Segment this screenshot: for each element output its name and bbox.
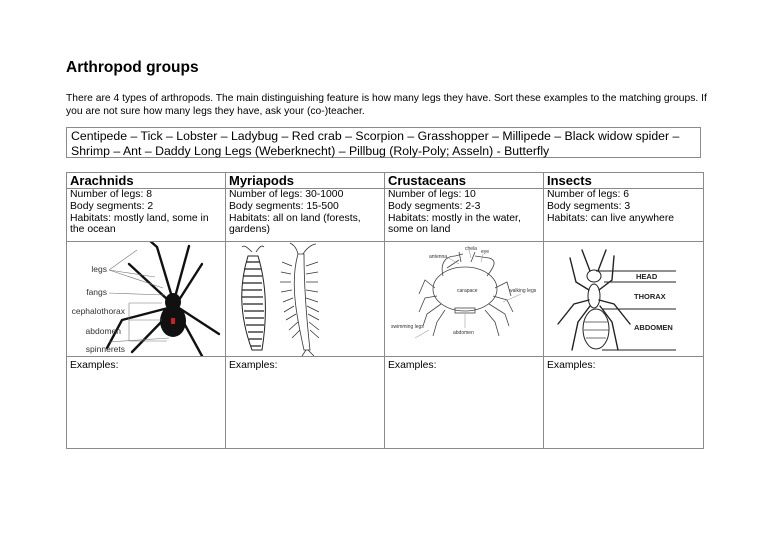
label-carapace: carapace [457,288,478,294]
label-legs: legs [91,264,107,274]
ant-image-cell [544,242,704,357]
examples-row [67,357,704,449]
page-title: Arthropod groups [66,59,199,76]
label-abdomen: ABDOMEN [634,323,673,332]
label-thorax: THORAX [634,292,666,301]
arthropod-groups-table [66,172,704,449]
legs-count: Number of legs: 8 [70,189,153,200]
crab-image-cell [385,242,544,357]
group-header-myriapods: Myriapods [226,173,385,189]
body-segments: Body segments: 3 [547,200,631,212]
examples-cell-arachnids[interactable] [67,357,226,449]
body-segments: Body segments: 15-500 [229,200,339,212]
ant-diagram-illustration [544,242,703,356]
info-row [67,189,704,242]
examples-label: Examples: [70,360,119,371]
label-chela: chela [465,246,477,252]
label-walking-legs: walking legs [509,288,537,294]
label-fangs: fangs [86,287,107,297]
label-spinnerets: spinnerets [85,344,125,354]
examples-word-bank: Centipede – Tick – Lobster – Ladybug – Red crab – Scorpion – Grasshopper – Millipede – Black widow spider – Shrimp – Ant – Daddy Long Legs (Weberknecht) – Pillbug (Roly-Poly; Asseln) - Butterfly [66,127,701,158]
examples-cell-myriapods[interactable] [226,357,385,449]
info-arachnids [67,189,226,242]
body-segments: Body segments: 2-3 [388,200,481,212]
habitats: Habitats: mostly land, some in the ocean [70,212,209,236]
millipede-centipede-illustration [226,242,384,356]
group-header-crustaceans: Crustaceans [385,173,544,189]
group-header-insects: Insects [544,173,704,189]
group-header-arachnids: Arachnids [67,173,226,189]
legs-count: Number of legs: 6 [547,189,630,200]
info-crustaceans [385,189,544,242]
label-abdomen: abdomen [453,330,474,336]
myriapod-image-cell [226,242,385,357]
image-row [67,242,704,357]
examples-label: Examples: [388,360,437,371]
body-segments: Body segments: 2 [70,200,154,212]
legs-count: Number of legs: 30-1000 [229,189,344,200]
info-insects [544,189,704,242]
intro-paragraph: There are 4 types of arthropods. The main distinguishing feature is how many legs they have. Sort these examples to the matching groups. If you are not sure how many legs they have, ask your (co-)teacher. [66,93,707,117]
label-abdomen: abdomen [85,326,121,336]
examples-label: Examples: [229,360,278,371]
examples-label: Examples: [547,360,596,371]
examples-cell-crustaceans[interactable] [385,357,544,449]
crab-diagram-illustration [385,242,543,356]
habitats: Habitats: all on land (forests, gardens) [229,212,361,236]
label-cephalothorax: cephalothorax [71,306,125,316]
label-eye: eye [481,249,490,255]
info-myriapods [226,189,385,242]
label-antenna: antenna [429,254,448,260]
header-row [67,173,704,189]
black-widow-spider-illustration [67,242,225,356]
habitats: Habitats: can live anywhere [547,212,675,224]
legs-count: Number of legs: 10 [388,189,476,200]
spider-image-cell [67,242,226,357]
label-head: HEAD [636,272,658,281]
examples-cell-insects[interactable] [544,357,704,449]
habitats: Habitats: mostly in the water, some on land [388,212,521,236]
label-swimming-legs: swimming legs [391,324,424,330]
